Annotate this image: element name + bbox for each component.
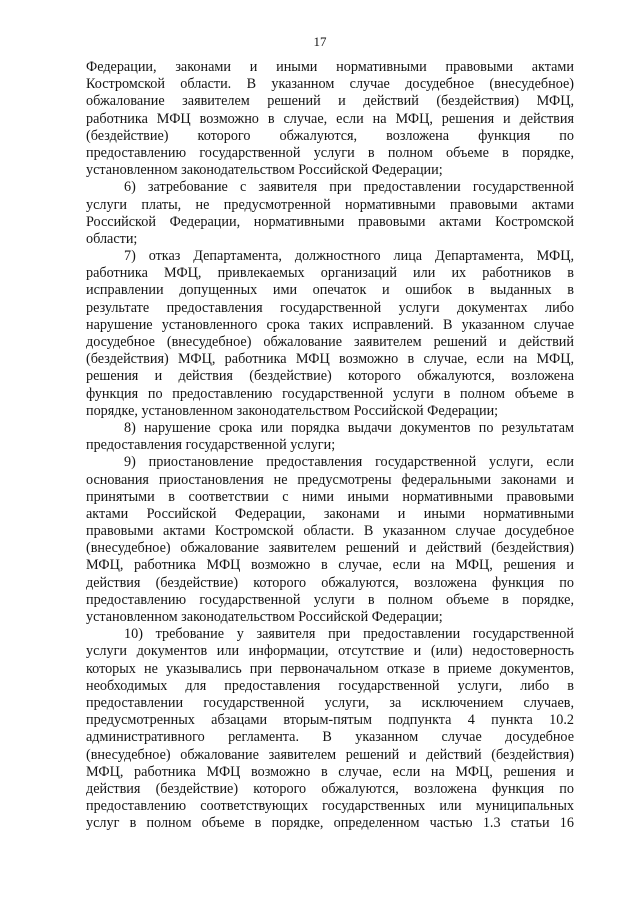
text-line: работника МФЦ, привлекаемых организаций или их работников в <box>86 265 574 282</box>
text-line: функция по предоставлению государственной услуги в полном объеме в <box>86 385 574 402</box>
text-line: (бездействия) МФЦ, работника МФЦ возможно в случае, если на МФЦ, <box>86 351 574 368</box>
text-line: обжалование заявителем решений и действий (бездействия) МФЦ, <box>86 93 574 110</box>
page-number: 17 <box>313 34 327 49</box>
text-line: предоставлении государственной услуги, за исключением случаев, <box>86 694 574 711</box>
text-line: предоставлению государственной услуги в полном объеме в порядке, <box>86 144 574 161</box>
text-line: Российской Федерации, нормативными правовыми актами Костромской <box>86 213 574 230</box>
text-line: МФЦ, работника МФЦ возможно в случае, если на МФЦ, решения и <box>86 557 574 574</box>
text-line: установленном законодательством Российской Федерации; <box>86 162 443 179</box>
text-line: Федерации, законами и иными нормативными правовыми актами <box>86 59 574 75</box>
text-line: необходимых для предоставления государственной услуги, либо в <box>86 677 574 694</box>
text-line: 9) приостановление предоставления государственной услуги, если <box>124 454 574 471</box>
text-line: предоставлению государственной услуги в полном объеме в порядке, <box>86 591 574 608</box>
text-line: нарушение установленного срока таких исправлений. В указанном случае <box>86 316 574 333</box>
text-line: предусмотренных абзацами вторым-пятым подпункта 4 пункта 10.2 <box>86 712 574 729</box>
text-line: административного регламента. В указанном случае досудебное <box>86 729 574 746</box>
text-line: установленном законодательством Российской Федерации; <box>86 609 443 625</box>
text-line: 10) требование у заявителя при предоставлении государственной <box>124 626 574 643</box>
text-line: (бездействие) которого обжалуются, возложена функция по <box>86 127 574 144</box>
text-line: услуги документов или информации, отсутствие и (или) недостоверность <box>86 643 574 660</box>
text-line: услуги платы, не предусмотренной нормативными правовыми актами <box>86 196 574 213</box>
text-line: действия (бездействие) которого обжалуются, возложена функция по <box>86 574 574 591</box>
text-line: Костромской области. В указанном случае досудебное (внесудебное) <box>86 76 574 93</box>
text-line: действия (бездействие) которого обжалуются, возложена функция по <box>86 780 574 797</box>
text-line: МФЦ, работника МФЦ возможно в случае, если на МФЦ, решения и <box>86 763 574 780</box>
text-line: (внесудебное) обжалование заявителем решений и действий (бездействия) <box>86 540 574 557</box>
document-body <box>86 59 574 832</box>
text-line: порядке, установленном законодательством Российской Федерации; <box>86 402 499 419</box>
text-line: которых не указывались при первоначальном отказе в приеме документов, <box>86 660 574 677</box>
text-line: предоставлению соответствующих государственных или муниципальных <box>86 798 574 815</box>
text-line: (внесудебное) обжалование заявителем решений и действий (бездействия) <box>86 746 574 763</box>
text-line: услуг в полном объеме в порядке, определенном частью 1.3 статьи 16 <box>86 815 574 832</box>
text-line: актами Российской Федерации, законами и иными нормативными <box>86 505 574 522</box>
text-line: работника МФЦ возможно в случае, если на МФЦ, решения и действия <box>86 110 574 127</box>
text-line: решения и действия (бездействие) которого обжалуются, возложена <box>86 368 574 385</box>
text-line: досудебное (внесудебное) обжалование заявителем решений и действий <box>86 334 574 350</box>
text-line: 8) нарушение срока или порядка выдачи документов по результатам <box>124 419 574 436</box>
text-line: основания приостановления не предусмотрены федеральными законами и <box>86 471 574 488</box>
text-line: результате предоставления государственной услуги документах либо <box>86 299 574 316</box>
text-line: предоставления государственной услуги; <box>86 437 336 454</box>
text-line: исправлении допущенных ими опечаток и ошибок в выданных в <box>86 282 574 299</box>
text-line: области; <box>86 230 138 247</box>
text-line: принятыми в соответствии с ними иными нормативными правовыми <box>86 488 574 505</box>
text-line: правовыми актами Костромской области. В указанном случае досудебное <box>86 523 574 540</box>
text-line: 7) отказ Департамента, должностного лица Департамента, МФЦ, <box>124 248 574 265</box>
text-line: 6) затребование с заявителя при предоставлении государственной <box>124 179 574 196</box>
